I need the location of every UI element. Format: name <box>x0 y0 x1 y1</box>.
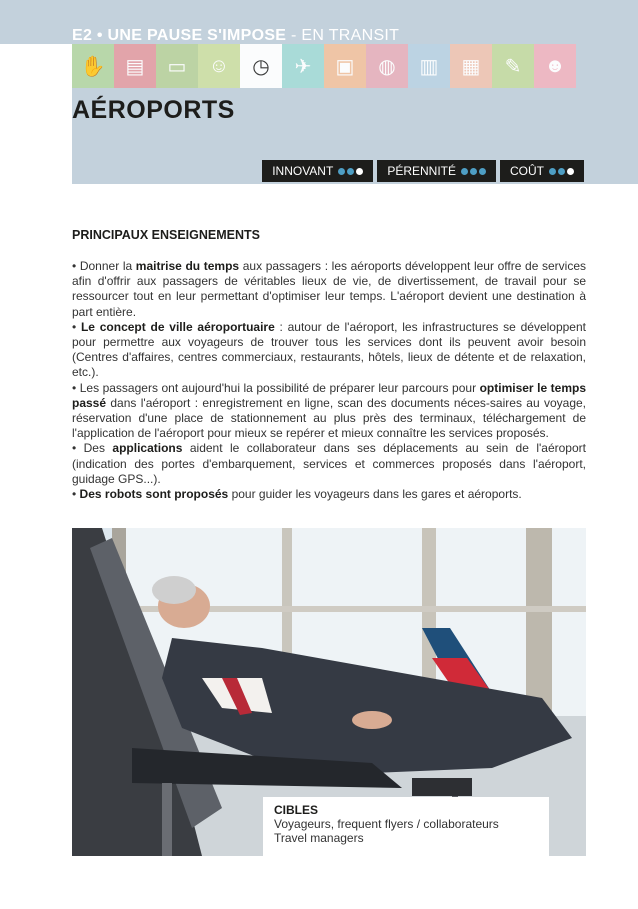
document-icon: ▤ <box>114 44 156 88</box>
plane-icon: ✈ <box>282 44 324 88</box>
rating-dots <box>461 168 486 175</box>
bullet-item: • Des robots sont proposés pour guider les voyageurs dans les gares et aéroports. <box>72 487 522 502</box>
bullet-list <box>72 259 586 502</box>
clock-icon: ◷ <box>240 44 282 88</box>
food-icon: ◍ <box>366 44 408 88</box>
keypad-icon: ▦ <box>450 44 492 88</box>
bullet-item: • Des applications aident le collaborateur dans ses déplacements au sein de l'aéroport (indication des portes d'embarquement, services et commerces proposés dans l'aéroport, guidage GPS...). <box>72 441 586 486</box>
targets-line: Voyageurs, frequent flyers / collaborateurs <box>274 817 499 831</box>
icon-strip <box>72 44 576 88</box>
header-notch <box>0 44 72 184</box>
bullet-item: • Les passagers ont aujourd'hui la possibilité de préparer leur parcours pour optimiser le temps passé dans l'aéroport : enregistrement en ligne, scan des documents néces-saires au voyage, réservation d'une place de stationnement au plus près des terminaux, téléchargement de l'application de l'aéroport pour mieux se repérer et mieux connaître les services proposés. <box>72 380 586 441</box>
smiley-icon: ☻ <box>534 44 576 88</box>
person-icon: ☺ <box>198 44 240 88</box>
section-subheading: PRINCIPAUX ENSEIGNEMENTS <box>72 228 260 242</box>
badge-innovant: INNOVANT <box>262 160 373 182</box>
hand-tablet-icon: ✋ <box>72 44 114 88</box>
train-window-icon: ▣ <box>324 44 366 88</box>
section-label: E2 • UNE PAUSE S'IMPOSE - EN TRANSIT <box>72 27 400 44</box>
targets-box <box>263 797 549 856</box>
badge-perennite: PÉRENNITÉ <box>377 160 496 182</box>
rating-dots <box>338 168 363 175</box>
bullet-item: • Le concept de ville aéroportuaire : autour de l'aéroport, les infrastructures se développent pour permettre aux voyageurs de trouver tous les services dont ils peuvent avoir besoin (Centres d'affaires, centres commerciaux, restaurants, hôtels, lieux de détente et de relaxation, etc.). <box>72 319 586 380</box>
boarding-pass-icon: ▭ <box>156 44 198 88</box>
page-title: AÉROPORTS <box>72 96 235 124</box>
criteria-badges <box>262 160 584 182</box>
ticket-icon: ▥ <box>408 44 450 88</box>
bullet-item: • Donner la maitrise du temps aux passagers : les aéroports développent leur offre de services afin d'offrir aux passagers de véritables lieux de vie, de divertissement, de travail pour se ressourcer tout en leur permettant d'optimiser leur temps. L'aéroport devient une destination à part entière. <box>72 259 587 319</box>
targets-line: Travel managers <box>274 831 364 845</box>
targets-title: CIBLES <box>274 803 319 817</box>
badge-cout: COÛT <box>500 160 584 182</box>
checklist-icon: ✎ <box>492 44 534 88</box>
rating-dots <box>549 168 574 175</box>
